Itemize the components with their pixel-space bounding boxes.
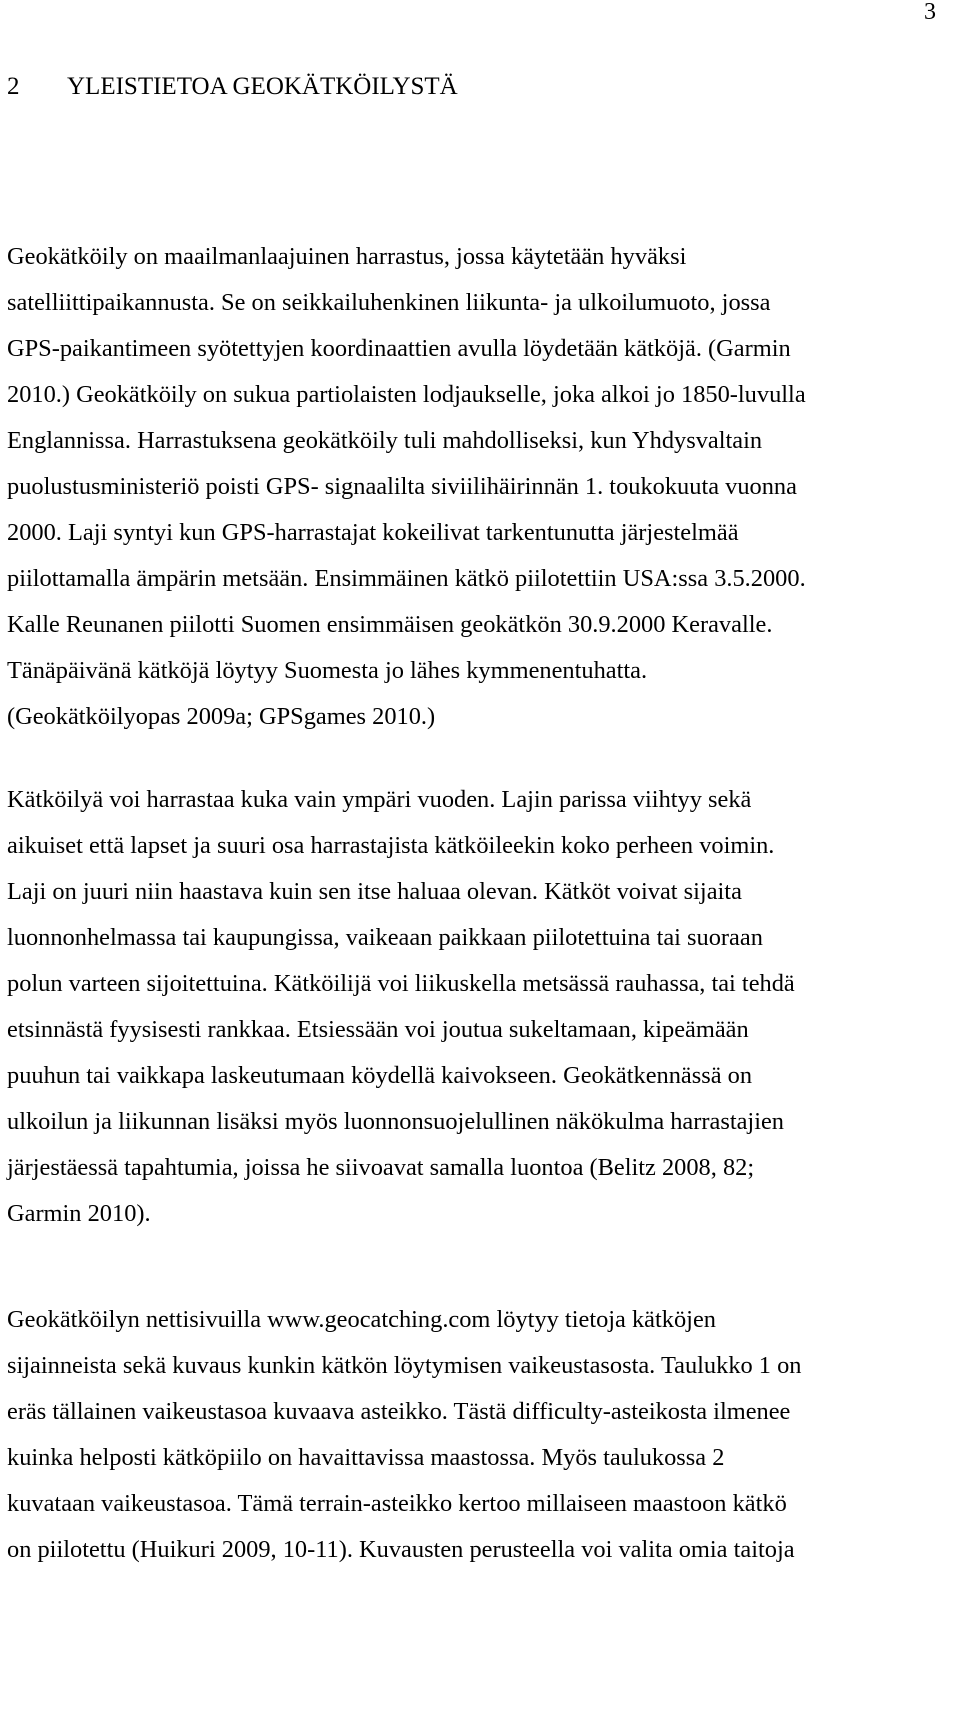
text-line: polun varteen sijoitettuina. Kätköilijä voi liikuskella metsässä rauhassa, tai tehdä bbox=[7, 970, 795, 997]
text-line: ulkoilun ja liikunnan lisäksi myös luonnonsuojelullinen näkökulma harrastajien bbox=[7, 1108, 784, 1135]
text-line: sijainneista sekä kuvaus kunkin kätkön löytymisen vaikeustasosta. Taulukko 1 on bbox=[7, 1352, 802, 1379]
text-line: luonnonhelmassa tai kaupungissa, vaikeaan paikkaan piilotettuina tai suoraan bbox=[7, 924, 763, 951]
text-line: Geokätköilyn nettisivuilla www.geocatching.com löytyy tietoja kätköjen bbox=[7, 1306, 716, 1333]
text-line: 2010.) Geokätköily on sukua partiolaisten lodjaukselle, joka alkoi jo 1850-luvulla bbox=[7, 381, 806, 408]
section-heading bbox=[7, 72, 458, 102]
text-line: 2000. Laji syntyi kun GPS-harrastajat kokeilivat tarkentunutta järjestelmää bbox=[7, 519, 739, 546]
paragraph-who-can-play bbox=[7, 777, 795, 1237]
text-line: Kätköilyä voi harrastaa kuka vain ympäri vuoden. Lajin parissa viihtyy sekä bbox=[7, 786, 752, 813]
text-line: Garmin 2010). bbox=[7, 1200, 151, 1227]
text-line: puolustusministeriö poisti GPS- signaalilta siviilihäirinnän 1. toukokuuta vuonna bbox=[7, 473, 797, 500]
text-line: Tänäpäivänä kätköjä löytyy Suomesta jo lähes kymmenentuhatta. bbox=[7, 657, 648, 684]
text-line: etsinnästä fyysisesti rankkaa. Etsiessään voi joutua sukeltamaan, kipeämään bbox=[7, 1016, 749, 1043]
text-line: Kalle Reunanen piilotti Suomen ensimmäisen geokätkön 30.9.2000 Keravalle. bbox=[7, 611, 773, 638]
section-number: 2 bbox=[7, 73, 20, 100]
text-line: Englannissa. Harrastuksena geokätköily tuli mahdolliseksi, kun Yhdysvaltain bbox=[7, 427, 763, 454]
paragraph-intro bbox=[7, 234, 806, 740]
text-line: Geokätköily on maailmanlaajuinen harrastus, jossa käytetään hyväksi bbox=[7, 243, 687, 270]
text-line: järjestäessä tapahtumia, joissa he siivoavat samalla luontoa (Belitz 2008, 82; bbox=[7, 1154, 755, 1181]
page-number: 3 bbox=[924, 0, 936, 25]
text-line: (Geokätköilyopas 2009a; GPSgames 2010.) bbox=[7, 703, 436, 730]
text-line: kuinka helposti kätköpiilo on havaittavissa maastossa. Myös taulukossa 2 bbox=[7, 1444, 725, 1471]
paragraph-website bbox=[7, 1297, 802, 1573]
text-line: kuvataan vaikeustasoa. Tämä terrain-asteikko kertoo millaiseen maastoon kätkö bbox=[7, 1490, 787, 1517]
text-line: GPS-paikantimeen syötettyjen koordinaattien avulla löydetään kätköjä. (Garmin bbox=[7, 335, 791, 362]
text-line: puuhun tai vaikkapa laskeutumaan köydellä kaivokseen. Geokätkennässä on bbox=[7, 1062, 753, 1089]
section-title: YLEISTIETOA GEOKÄTKÖILYSTÄ bbox=[67, 73, 458, 100]
text-line: satelliittipaikannusta. Se on seikkailuhenkinen liikunta- ja ulkoilumuoto, jossa bbox=[7, 289, 771, 316]
text-line: piilottamalla ämpärin metsään. Ensimmäinen kätkö piilotettiin USA:ssa 3.5.2000. bbox=[7, 565, 806, 592]
text-line: on piilotettu (Huikuri 2009, 10-11). Kuvausten perusteella voi valita omia taitoja bbox=[7, 1536, 795, 1563]
text-line: aikuiset että lapset ja suuri osa harrastajista kätköileekin koko perheen voimin. bbox=[7, 832, 775, 859]
text-line: Laji on juuri niin haastava kuin sen itse haluaa olevan. Kätköt voivat sijaita bbox=[7, 878, 742, 905]
text-line: eräs tällainen vaikeustasoa kuvaava asteikko. Tästä difficulty-asteikosta ilmenee bbox=[7, 1398, 791, 1425]
